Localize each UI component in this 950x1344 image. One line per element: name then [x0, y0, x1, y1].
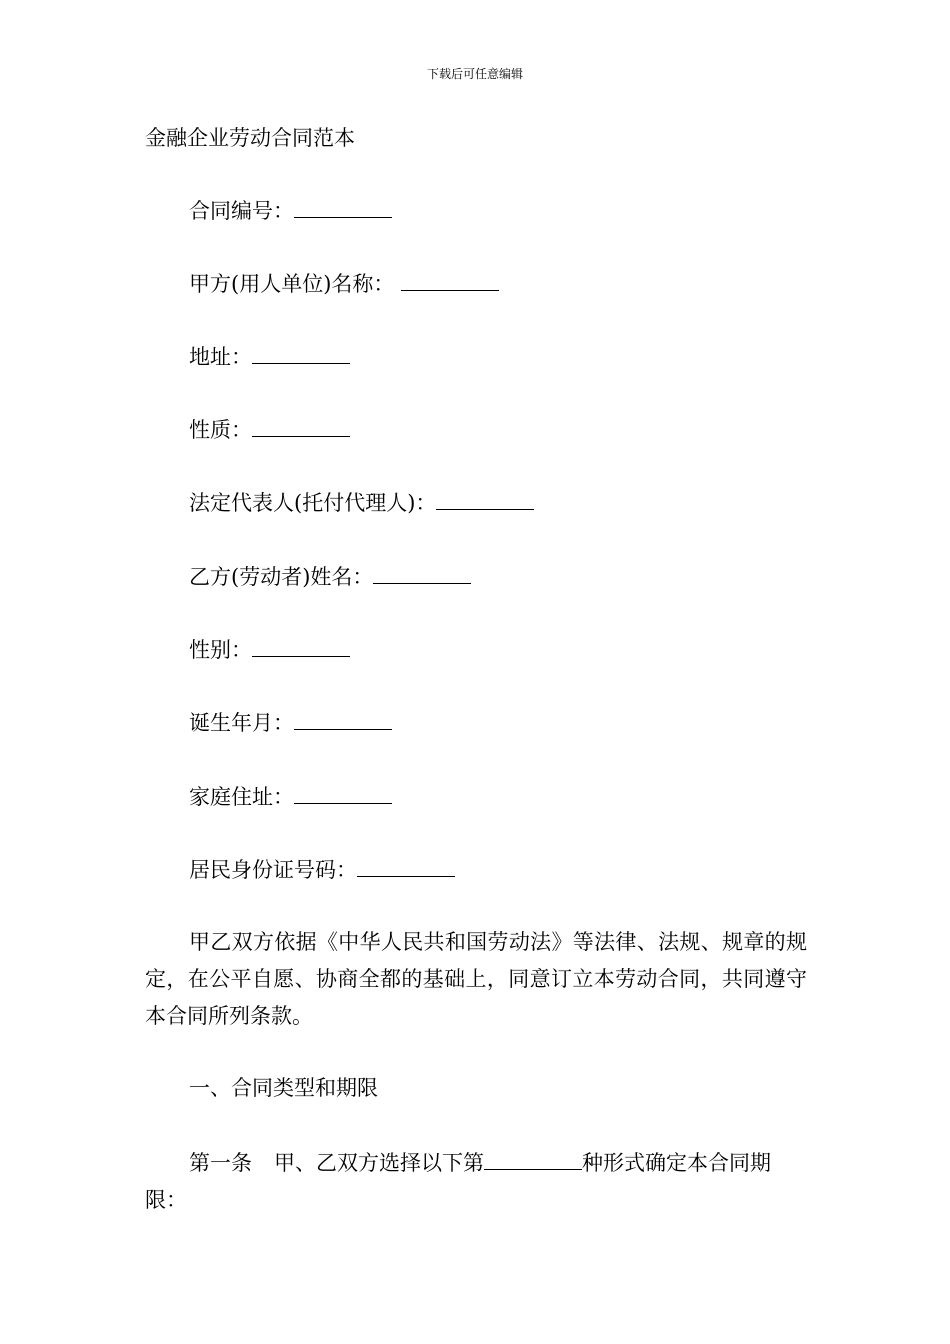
field-employer-name — [189, 270, 499, 298]
field-label: 居民身份证号码： — [189, 858, 357, 882]
blank-line[interactable] — [484, 1149, 582, 1170]
blank-line[interactable] — [252, 416, 350, 437]
blank-line[interactable] — [401, 270, 499, 291]
section-heading: 一、合同类型和期限 — [189, 1076, 378, 1100]
blank-line[interactable] — [252, 636, 350, 657]
article-label: 第一条 — [189, 1151, 252, 1175]
field-label: 合同编号： — [189, 199, 294, 223]
field-employee-name — [189, 563, 471, 591]
article-text-before: 甲、乙双方选择以下第 — [274, 1151, 484, 1175]
field-label: 甲方(用人单位)名称： — [189, 272, 402, 296]
field-nature — [189, 416, 350, 444]
blank-line[interactable] — [294, 783, 392, 804]
blank-line[interactable] — [436, 489, 534, 510]
field-legal-representative — [189, 489, 534, 517]
field-label: 法定代表人(托付代理人)： — [189, 491, 437, 515]
field-label: 地址： — [189, 345, 252, 369]
field-label: 性质： — [189, 418, 252, 442]
field-id-number — [189, 856, 455, 884]
field-birth-date — [189, 709, 392, 737]
blank-line[interactable] — [373, 563, 471, 584]
field-label: 家庭住址： — [189, 785, 294, 809]
article-1 — [145, 1145, 807, 1219]
field-label: 乙方(劳动者)姓名： — [189, 565, 374, 589]
intro-paragraph: 甲乙双方依据《中华人民共和国劳动法》等法律、法规、规章的规定，在公平自愿、协商全都的基础上，同意订立本劳动合同，共同遵守本合同所列条款。 — [145, 930, 807, 1028]
blank-line[interactable] — [294, 709, 392, 730]
article-text-after: 种形式确定本合同期限： — [145, 1151, 771, 1212]
field-contract-number — [189, 197, 392, 225]
document-title: 金融企业劳动合同范本 — [145, 126, 355, 150]
page-header: 下载后可任意编辑 — [426, 67, 523, 81]
field-address — [189, 343, 350, 371]
blank-line[interactable] — [294, 197, 392, 218]
blank-line[interactable] — [357, 856, 455, 877]
field-home-address — [189, 783, 392, 811]
field-gender — [189, 636, 350, 664]
field-label: 诞生年月： — [189, 711, 294, 735]
blank-line[interactable] — [252, 343, 350, 364]
field-label: 性别： — [189, 638, 252, 662]
